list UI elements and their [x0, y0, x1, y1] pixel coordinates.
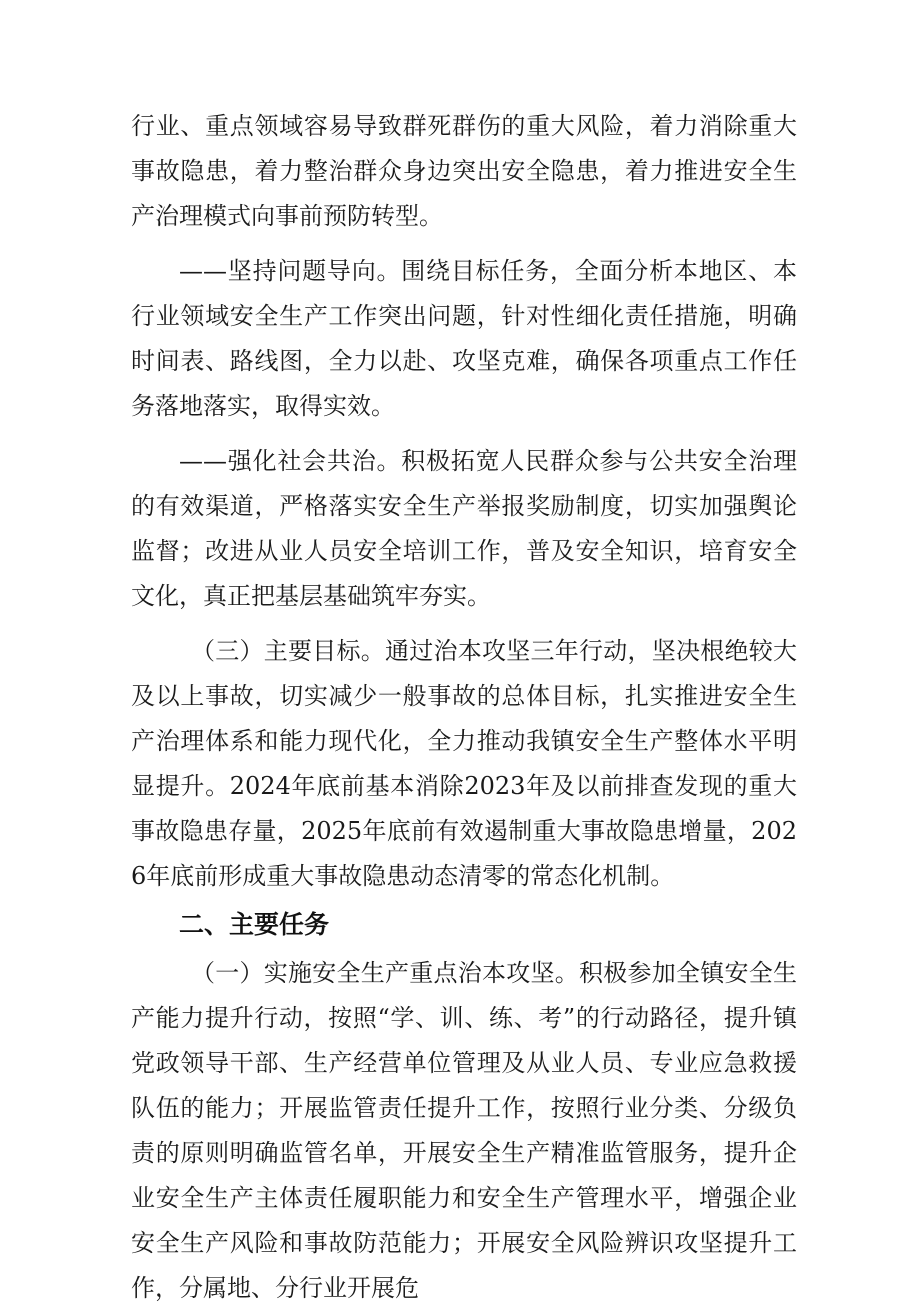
paragraph-social-governance: ——强化社会共治。积极拓宽人民群众参与公共安全治理的有效渠道，严格落实安全生产举报奖励制度，切实加强舆论监督；改进从业人员安全培训工作，普及安全知识，培育安全文化，真正把基层基础筑牢夯实。: [131, 447, 797, 610]
paragraph-problem-oriented: ——坚持问题导向。围绕目标任务，全面分析本地区、本行业领域安全生产工作突出问题，针对性细化责任措施，明确时间表、路线图，全力以赴、攻坚克难，确保各项重点工作任务落地落实，取得实效。: [131, 257, 797, 420]
paragraph-gap: [131, 619, 797, 629]
section-heading-main-tasks: 二、主要任务: [179, 910, 330, 939]
paragraph-main-goals: （三）主要目标。通过治本攻坚三年行动，坚决根绝较大及以上事故，切实减少一般事故的总体目标，扎实推进安全生产治理体系和能力现代化，全力推动我镇安全生产整体水平明显提升。2024年底前基本消除2023年及以前排查发现的重大事故隐患存量，2025年底前有效遏制重大事故隐患增量，2026年底前形成重大事故隐患动态清零的常态化机制。: [131, 637, 797, 890]
paragraph-continuation: 行业、重点领域容易导致群死群伤的重大风险，着力消除重大事故隐患，着力整治群众身边突出安全隐患，着力推进安全生产治理模式向事前预防转型。: [131, 112, 797, 230]
paragraph-gap: [131, 239, 797, 249]
document-body: [131, 104, 797, 1311]
paragraph-task-one: （一）实施安全生产重点治本攻坚。积极参加全镇安全生产能力提升行动，按照“学、训、练、考”的行动路径，提升镇党政领导干部、生产经营单位管理及从业人员、专业应急救援队伍的能力；开展监管责任提升工作，按照行业分类、分级负责的原则明确监管名单，开展安全生产精准监管服务，提升企业安全生产主体责任履职能力和安全生产管理水平，增强企业安全生产风险和事故防范能力；开展安全风险辨识攻坚提升工作，分属地、分行业开展危: [131, 959, 797, 1302]
paragraph-gap: [131, 429, 797, 439]
